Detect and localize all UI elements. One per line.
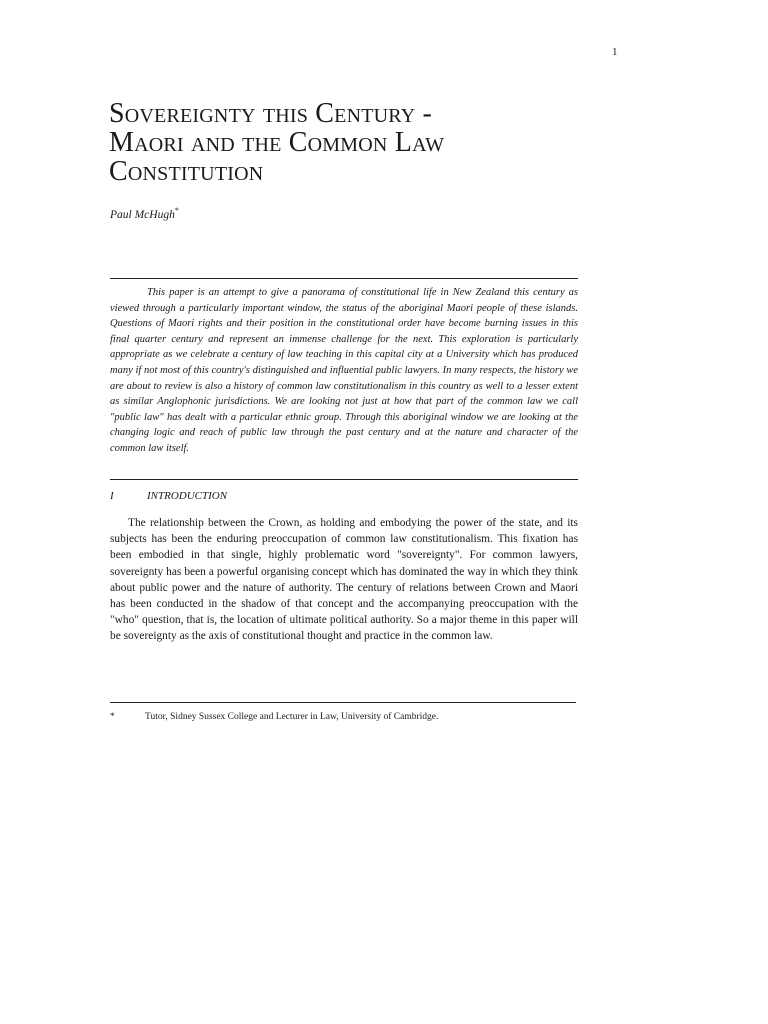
title-line: Maori and the Common Law [109,127,445,158]
body-paragraph: The relationship between the Crown, as holding and embodying the power of the state, and its subjects has been the enduring preoccupation of common law constitutionalism. This fixation has been embodied in that single, highly problematic word "sovereignty". For common lawyers, sovereignty has been a powerful organising concept which has dominated the way in which they think about public power and the nature of authority. The century of relations between Crown and Maori has been conducted in the shadow of that concept and the accompanying preoccupation with the "who" question, that is, the location of ultimate political authority. So a major theme in this paper will be sovereignty as the axis of constitutional thought and practice in the common law. [110,517,578,643]
footnote-rule [110,702,576,703]
abstract: This paper is an attempt to give a panorama of constitutional life in New Zealand this century as viewed through a particularly important window, the status of the aboriginal Maori people of these islands. Questions of Maori rights and their position in the constitutional order have become burning issues in this final quarter century and represent an immense challenge for the next. This exploration is particularly appropriate as we celebrate a century of law teaching in this capital city at a University which has produced many if not most of this country's distinguished and influential public lawyers. In many respects, the history we are about to review is also a history of common law constitutionalism in this country as well to a lesser extent as similar Anglophonic jurisdictions. We are looking not just at how that part of the common law we call "public law" has dealt with a particular ethnic group. Through this aboriginal window we are looking at the changing logic and reach of public law through the past century and at the nature and character of the common law itself. [110,287,578,454]
footnote-marker: * [110,712,115,722]
author-line [110,206,179,221]
section-title: INTRODUCTION [147,490,228,502]
author-name: Paul McHugh [110,208,175,221]
author-footnote-marker: * [174,206,179,215]
section-number: I [110,490,114,502]
footnote-text: Tutor, Sidney Sussex College and Lecturer in Law, University of Cambridge. [145,712,439,722]
abstract-bottom-rule [110,479,578,480]
section-heading [110,490,227,502]
title-line: Sovereignty this Century - [109,98,433,129]
page-number: 1 [612,46,618,58]
paper-title [109,99,609,186]
abstract-top-rule [110,278,578,279]
title-line: Constitution [109,156,264,187]
footnote [110,712,578,722]
